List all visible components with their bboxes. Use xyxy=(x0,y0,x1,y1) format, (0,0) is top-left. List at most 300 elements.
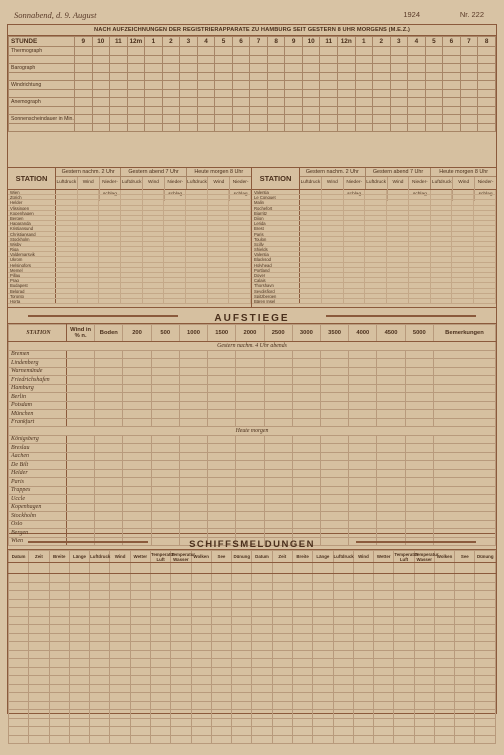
station-cell xyxy=(186,268,208,272)
reading-cell xyxy=(355,81,373,90)
aufstiege-cell xyxy=(123,503,151,512)
reading-cell xyxy=(232,106,250,115)
station-cell xyxy=(431,211,453,215)
schiff-cell xyxy=(414,642,434,651)
schiff-cell xyxy=(211,727,231,736)
schiff-cell xyxy=(272,574,292,583)
schiff-column-header: Temperatur Wasser xyxy=(171,551,196,562)
schiff-cell xyxy=(90,608,110,617)
aufstiege-cell xyxy=(95,376,123,385)
station-name: Dijon xyxy=(252,216,300,220)
aufstiege-cell xyxy=(320,384,348,393)
aufstiege-station: Frankfurt xyxy=(9,418,67,427)
schiff-cell xyxy=(434,616,454,625)
schiff-cell xyxy=(434,701,454,710)
schiff-column-header: See xyxy=(211,551,231,563)
reading-cell xyxy=(355,98,373,107)
schiff-cell xyxy=(90,684,110,693)
schiff-cell xyxy=(313,676,333,685)
aufstiege-cell xyxy=(208,486,236,495)
schiff-cell xyxy=(110,693,130,702)
instrument-row-extra xyxy=(9,89,496,98)
schiff-cell xyxy=(475,667,496,676)
aufstiege-cell xyxy=(236,393,264,402)
schiff-cell xyxy=(252,633,272,642)
schiff-cell xyxy=(29,659,49,668)
station-cell xyxy=(229,200,251,204)
schiff-cell xyxy=(374,642,394,651)
station-cell xyxy=(431,278,453,282)
station-cells xyxy=(300,195,496,199)
station-cell xyxy=(387,190,409,194)
schiff-cell xyxy=(211,718,231,727)
station-cell xyxy=(78,299,100,303)
schiff-cell xyxy=(475,710,496,719)
station-cell xyxy=(452,237,474,241)
schiff-cell xyxy=(353,659,373,668)
aufstiege-cell xyxy=(123,376,151,385)
schiff-cell xyxy=(252,727,272,736)
aufstiege-cell xyxy=(67,469,95,478)
aufstiege-cell xyxy=(264,359,292,368)
station-cell xyxy=(365,216,387,220)
reading-cell xyxy=(180,106,198,115)
schiff-cell xyxy=(49,616,69,625)
reading-cell xyxy=(478,123,496,132)
schiff-cell xyxy=(272,684,292,693)
station-cell xyxy=(56,216,78,220)
schiff-subheader-cell xyxy=(434,563,454,574)
aufstiege-cell xyxy=(236,452,264,461)
aufstiege-remark-cell xyxy=(434,444,496,453)
station-cell xyxy=(56,206,78,210)
schiff-cell xyxy=(353,727,373,736)
schiff-subheader-cell xyxy=(272,563,292,574)
group-title: Gestern nachm. 2 Uhr xyxy=(56,168,120,177)
station-name: Le Conquet xyxy=(252,195,300,199)
aufstiege-cell xyxy=(95,486,123,495)
reading-cell xyxy=(92,89,110,98)
reading-cell xyxy=(267,115,285,124)
schiff-cell xyxy=(29,574,49,583)
aufstiege-cell xyxy=(151,418,179,427)
aufstiege-cell xyxy=(292,478,320,487)
station-cell xyxy=(186,195,208,199)
reading-cell xyxy=(478,55,496,64)
aufstiege-cell xyxy=(320,376,348,385)
aufstiege-cell xyxy=(208,461,236,470)
reading-cell xyxy=(127,72,145,81)
schiff-cell xyxy=(414,591,434,600)
station-cell xyxy=(431,257,453,261)
reading-cell xyxy=(425,47,443,56)
aufstiege-cell xyxy=(123,435,151,444)
reading-cell xyxy=(390,55,408,64)
station-cell xyxy=(121,299,143,303)
schiff-cell xyxy=(252,676,272,685)
aufstiege-cell xyxy=(208,367,236,376)
station-cell xyxy=(78,278,100,282)
reading-cell xyxy=(232,89,250,98)
station-cell xyxy=(121,232,143,236)
schiff-cell xyxy=(130,710,150,719)
reading-cell xyxy=(127,64,145,73)
schiff-cell xyxy=(110,659,130,668)
schiff-cell xyxy=(434,633,454,642)
aufstiege-cell xyxy=(405,520,433,529)
aufstiege-cell xyxy=(123,384,151,393)
station-name: Scilly xyxy=(252,242,300,246)
reading-cell xyxy=(110,123,128,132)
station-name: Christiansand xyxy=(8,232,56,236)
aufstiege-cell xyxy=(208,444,236,453)
aufstiege-remark-cell xyxy=(434,435,496,444)
schiff-cell xyxy=(29,625,49,634)
aufstiege-cell xyxy=(236,512,264,521)
aufstiege-cell xyxy=(208,503,236,512)
heading-rule xyxy=(28,315,178,317)
station-cell xyxy=(143,206,165,210)
aufstiege-row xyxy=(9,503,496,512)
reading-cell xyxy=(337,98,355,107)
station-cells xyxy=(300,294,496,298)
subcol-luftdruck: Luftdruck xyxy=(121,177,143,201)
aufstiege-row xyxy=(9,393,496,402)
aufstiege-row xyxy=(9,486,496,495)
aufstiege-cell xyxy=(95,410,123,419)
schiff-cell xyxy=(353,616,373,625)
aufstiege-cell xyxy=(123,393,151,402)
aufstiege-station: Oslo xyxy=(9,520,67,529)
station-name: Toulon xyxy=(252,237,300,241)
station-name: Budapest xyxy=(8,283,56,287)
schiff-cell xyxy=(292,718,312,727)
schiff-cell xyxy=(434,727,454,736)
aufstiege-cell xyxy=(405,503,433,512)
schiff-cell xyxy=(110,642,130,651)
aufstiege-cell xyxy=(405,350,433,359)
hourly-grid xyxy=(8,36,496,168)
schiff-cell xyxy=(292,735,312,744)
schiff-column-header: Breite xyxy=(292,551,312,563)
aufstiege-cell xyxy=(67,384,95,393)
schiff-cell xyxy=(292,574,312,583)
schiff-cell xyxy=(191,667,211,676)
aufstiege-cell xyxy=(236,469,264,478)
station-cell xyxy=(78,232,100,236)
schiff-cell xyxy=(353,701,373,710)
station-cell xyxy=(208,242,230,246)
aufstiege-station: Breslau xyxy=(9,444,67,453)
schiff-cell xyxy=(69,642,89,651)
station-cell xyxy=(300,242,322,246)
station-cell xyxy=(208,190,230,194)
station-cell xyxy=(229,299,251,303)
reading-cell xyxy=(232,72,250,81)
aufstiege-cell xyxy=(179,359,207,368)
station-cell xyxy=(229,216,251,220)
schiff-cell xyxy=(171,616,191,625)
aufstiege-station: Friedrichshafen xyxy=(9,376,67,385)
instrument-label-extra xyxy=(9,89,75,98)
subcol-wind: Wind xyxy=(143,177,165,201)
schiff-cell xyxy=(69,727,89,736)
height-column-header: 2000 xyxy=(236,325,264,342)
schiff-cell xyxy=(69,701,89,710)
height-column-header: 5000 xyxy=(405,325,433,342)
aufstiege-remark-cell xyxy=(434,486,496,495)
schiff-cell xyxy=(211,642,231,651)
reading-cell xyxy=(320,89,338,98)
schiff-cell xyxy=(333,599,353,608)
aufstiege-cell xyxy=(292,469,320,478)
schiff-subheader-cell xyxy=(211,563,231,574)
station-cell xyxy=(452,283,474,287)
schiff-cell xyxy=(232,667,252,676)
reading-cell xyxy=(302,123,320,132)
hour-cell: 7 xyxy=(460,37,478,47)
aufstiege-cell xyxy=(67,452,95,461)
schiff-cell xyxy=(191,582,211,591)
subcol-niederschlag: Nieder-schlag xyxy=(346,180,363,197)
reading-cell xyxy=(337,47,355,56)
instrument-row xyxy=(9,81,496,90)
station-cell xyxy=(409,221,431,225)
station-cell xyxy=(56,299,78,303)
schiff-row xyxy=(9,625,496,634)
aufstiege-cell xyxy=(123,520,151,529)
station-name: Valentia xyxy=(252,190,300,194)
aufstiege-cell xyxy=(95,461,123,470)
schiff-cell xyxy=(455,574,475,583)
subcol-luftdruck: Luftdruck xyxy=(431,177,453,201)
schiff-cell xyxy=(455,616,475,625)
schiff-cell xyxy=(333,591,353,600)
aufstiege-cell xyxy=(264,444,292,453)
schiff-cell xyxy=(29,710,49,719)
station-cell xyxy=(387,263,409,267)
schiff-cell xyxy=(333,684,353,693)
schiff-cell xyxy=(171,574,191,583)
station-cell xyxy=(474,268,496,272)
schiff-cell xyxy=(49,701,69,710)
station-cell xyxy=(164,206,186,210)
station-cell xyxy=(164,278,186,282)
station-cell xyxy=(474,252,496,256)
station-cell xyxy=(78,283,100,287)
reading-cell xyxy=(390,81,408,90)
station-name: Holyhead xyxy=(252,263,300,267)
schiff-cell xyxy=(455,599,475,608)
station-cell xyxy=(121,242,143,246)
aufstiege-cell xyxy=(151,452,179,461)
aufstiege-sub-row xyxy=(9,427,496,436)
instrument-label: Sonnenscheindauer in Min. xyxy=(9,115,75,124)
station-cell xyxy=(322,195,344,199)
reading-cell xyxy=(92,106,110,115)
station-name: Spitzbergen xyxy=(252,294,300,298)
station-cell xyxy=(56,232,78,236)
schiff-column-header: Wind xyxy=(110,551,130,563)
aufstiege-cell xyxy=(95,384,123,393)
station-cell xyxy=(474,232,496,236)
schiff-column-header: Dünung xyxy=(232,551,252,563)
station-cell xyxy=(186,278,208,282)
schiff-cell xyxy=(313,693,333,702)
reading-cell xyxy=(215,47,233,56)
station-cell xyxy=(300,190,322,194)
height-column-header: 1000 xyxy=(179,325,207,342)
schiff-cell xyxy=(29,642,49,651)
station-cell xyxy=(78,289,100,293)
station-cell xyxy=(452,200,474,204)
station-cell xyxy=(344,278,366,282)
aufstiege-cell xyxy=(320,401,348,410)
schiff-cell xyxy=(394,718,414,727)
station-cell xyxy=(78,242,100,246)
station-cell xyxy=(78,294,100,298)
reading-cell xyxy=(197,106,215,115)
reading-cell xyxy=(267,72,285,81)
schiff-column-header: Länge xyxy=(313,551,333,563)
schiff-cell xyxy=(69,616,89,625)
schiff-cell xyxy=(333,701,353,710)
aufstiege-cell xyxy=(179,495,207,504)
aufstiege-cell xyxy=(264,461,292,470)
station-cell xyxy=(121,216,143,220)
aufstiege-cell xyxy=(349,367,377,376)
aufstiege-row xyxy=(9,469,496,478)
schiff-cell xyxy=(130,735,150,744)
station-cell xyxy=(121,237,143,241)
schiff-cell xyxy=(110,727,130,736)
aufstiege-cell xyxy=(236,401,264,410)
schiff-row xyxy=(9,574,496,583)
schiff-cell xyxy=(191,718,211,727)
schiff-cell xyxy=(475,642,496,651)
station-cell xyxy=(78,273,100,277)
reading-cell xyxy=(180,64,198,73)
aufstiege-cell xyxy=(320,495,348,504)
reading-cell xyxy=(443,98,461,107)
schiff-cell xyxy=(252,684,272,693)
station-cell xyxy=(121,273,143,277)
reading-cell xyxy=(197,115,215,124)
reading-cell xyxy=(408,98,426,107)
station-cell xyxy=(474,221,496,225)
aufstiege-cell xyxy=(151,461,179,470)
schiff-cell xyxy=(171,659,191,668)
schiff-column-header: Temperatur Wasser xyxy=(414,551,439,562)
station-cell xyxy=(409,211,431,215)
station-cell xyxy=(121,294,143,298)
schiff-cell xyxy=(130,676,150,685)
schiff-cell xyxy=(69,633,89,642)
schiff-cell xyxy=(150,582,170,591)
station-cell xyxy=(322,247,344,251)
schiff-subheader-cell xyxy=(292,563,312,574)
schiff-cell xyxy=(292,608,312,617)
schiff-cell xyxy=(49,727,69,736)
reading-cell xyxy=(425,98,443,107)
station-cell xyxy=(99,299,121,303)
station-cell xyxy=(56,221,78,225)
group-morning xyxy=(187,168,251,197)
station-cell xyxy=(143,216,165,220)
reading-cell xyxy=(460,72,478,81)
schiff-cell xyxy=(313,727,333,736)
schiff-cell xyxy=(414,616,434,625)
reading-cell xyxy=(425,55,443,64)
station-cell xyxy=(452,221,474,225)
station-cell xyxy=(229,232,251,236)
aufstiege-cell xyxy=(264,410,292,419)
schiff-cell xyxy=(434,625,454,634)
aufstiege-cell xyxy=(123,478,151,487)
aufstiege-cell xyxy=(67,393,95,402)
schiff-cell xyxy=(374,582,394,591)
station-cell xyxy=(474,206,496,210)
instrument-row-extra xyxy=(9,123,496,132)
schiff-column-header: See xyxy=(455,551,475,563)
aufstiege-cell xyxy=(179,376,207,385)
aufstiege-cell xyxy=(151,495,179,504)
aufstiege-cell xyxy=(377,478,405,487)
station-cell xyxy=(99,221,121,225)
aufstiege-cell xyxy=(179,512,207,521)
station-cell xyxy=(409,237,431,241)
reading-cell xyxy=(75,123,93,132)
reading-cell xyxy=(232,98,250,107)
reading-cell xyxy=(92,123,110,132)
reading-cell xyxy=(285,123,303,132)
reading-cell xyxy=(232,55,250,64)
station-name: Kopenhagen xyxy=(8,211,56,215)
station-name: Haparanda xyxy=(8,221,56,225)
aufstiege-cell xyxy=(405,478,433,487)
reading-cell xyxy=(197,55,215,64)
aufstiege-cell xyxy=(377,452,405,461)
reading-cell xyxy=(285,64,303,73)
station-cell xyxy=(208,252,230,256)
schiff-cell xyxy=(49,676,69,685)
schiff-cell xyxy=(394,693,414,702)
station-cell xyxy=(186,252,208,256)
aufstiege-cell xyxy=(208,410,236,419)
schiff-cell xyxy=(110,684,130,693)
aufstiege-remark-cell xyxy=(434,478,496,487)
station-cell xyxy=(99,283,121,287)
station-cell xyxy=(344,242,366,246)
reading-cell xyxy=(355,123,373,132)
station-cell xyxy=(431,268,453,272)
schiff-cell xyxy=(333,693,353,702)
schiff-cell xyxy=(333,667,353,676)
reading-cell xyxy=(460,98,478,107)
group-evening xyxy=(121,168,186,197)
station-cell xyxy=(208,195,230,199)
aufstiege-cell xyxy=(349,520,377,529)
station-cell xyxy=(431,247,453,251)
schiff-subheader-cell xyxy=(333,563,353,574)
aufstiege-row xyxy=(9,367,496,376)
station-cells xyxy=(56,294,251,298)
hour-cell: 1 xyxy=(145,37,163,47)
instrument-row-extra xyxy=(9,106,496,115)
schiff-cell xyxy=(29,633,49,642)
schiff-cell xyxy=(110,625,130,634)
reading-cell xyxy=(215,115,233,124)
